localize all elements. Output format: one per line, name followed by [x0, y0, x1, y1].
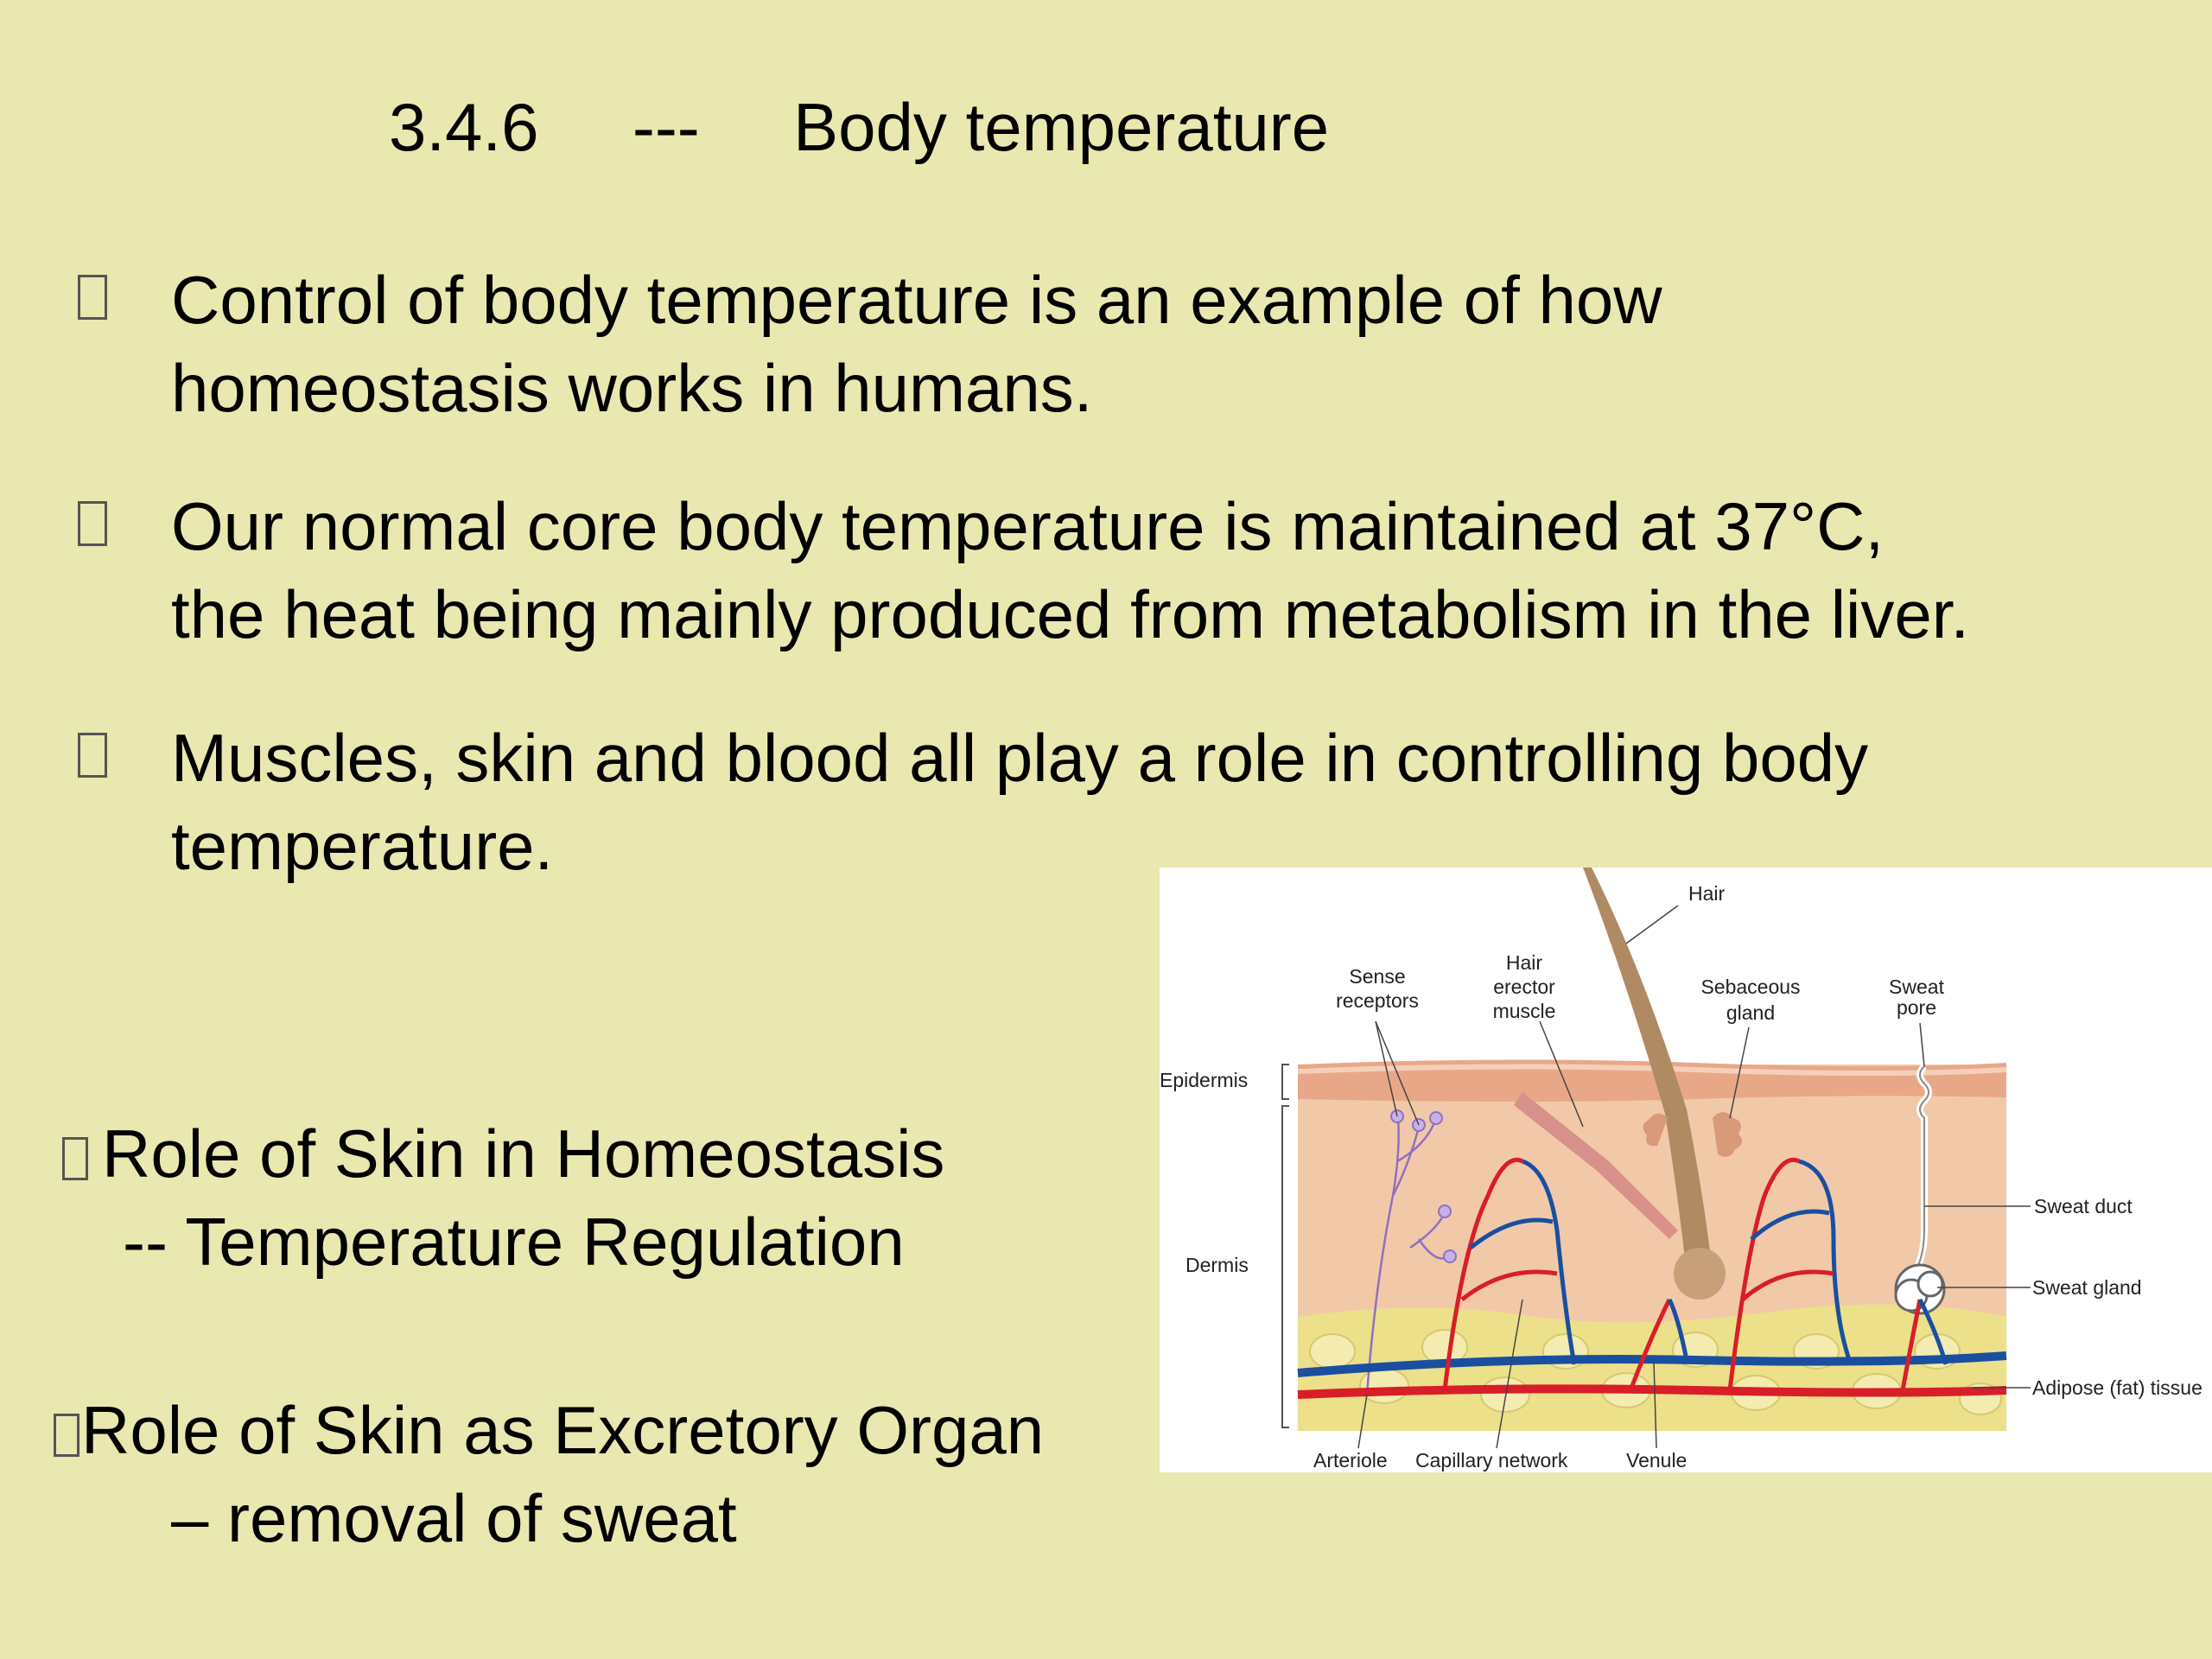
- bullet-box-icon: [78, 275, 107, 320]
- label-arteriole: Arteriole: [1313, 1449, 1388, 1471]
- label-adipose: Adipose (fat) tissue: [2032, 1376, 2202, 1399]
- label-hair-erector-1: Hair: [1505, 951, 1543, 974]
- bullet-3-line1: Muscles, skin and blood all play a role in controlling body: [171, 720, 1869, 796]
- sub-point-temperature: [62, 1109, 944, 1286]
- bullet-box-icon: [78, 733, 107, 778]
- title-text: Body temperature: [793, 89, 1330, 165]
- bullet-1-line1: Control of body temperature is an example of how: [171, 262, 1662, 338]
- title-number: 3.4.6: [389, 89, 539, 165]
- sub-2-line2: – removal of sweat: [171, 1480, 737, 1556]
- bullet-2: [171, 482, 2212, 658]
- bullet-2-line2: the heat being mainly produced from metabolism in the liver.: [171, 576, 1970, 652]
- label-dermis: Dermis: [1185, 1254, 1249, 1276]
- label-sense-receptors-2: receptors: [1336, 989, 1419, 1012]
- hair-follicle: [1674, 1248, 1726, 1300]
- sub-point-excretory: [54, 1386, 1044, 1562]
- title-dash: ---: [632, 89, 700, 165]
- label-sweat-pore-1: Sweat: [1889, 976, 1944, 998]
- bullet-1: [171, 256, 2212, 432]
- sub-2-line1: Role of Skin as Excretory Organ: [81, 1392, 1045, 1468]
- label-hair: Hair: [1688, 882, 1726, 905]
- bullet-box-icon: [78, 501, 107, 546]
- slide-title: [389, 89, 1330, 165]
- label-sweat-pore-2: pore: [1896, 996, 1937, 1019]
- label-capillary-network: Capillary network: [1415, 1449, 1568, 1471]
- label-hair-erector-3: muscle: [1492, 1000, 1556, 1022]
- label-sebaceous-2: gland: [1726, 1001, 1776, 1024]
- bullet-1-line2: homeostasis works in humans.: [171, 350, 1093, 426]
- skin-diagram: [1160, 868, 2212, 1472]
- bullet-3: [171, 714, 2212, 890]
- sub-1-line2: -- Temperature Regulation: [123, 1204, 905, 1280]
- label-sense-receptors-1: Sense: [1349, 965, 1406, 988]
- bullet-box-icon: [54, 1414, 79, 1457]
- label-epidermis: Epidermis: [1160, 1069, 1249, 1091]
- bullet-3-line2: temperature.: [171, 808, 554, 884]
- sub-1-line1: Role of Skin in Homeostasis: [102, 1116, 945, 1192]
- arteriole-vessel: [1298, 1389, 2006, 1395]
- label-venule: Venule: [1626, 1449, 1688, 1471]
- label-sweat-duct: Sweat duct: [2034, 1195, 2133, 1217]
- label-hair-erector-2: erector: [1493, 976, 1555, 998]
- label-sebaceous-1: Sebaceous: [1700, 976, 1801, 998]
- bullet-2-line1: Our normal core body temperature is maintained at 37°C,: [171, 488, 1885, 564]
- skin-cross-section-figure: [1160, 868, 2212, 1472]
- bullet-box-icon: [62, 1137, 88, 1180]
- label-sweat-gland: Sweat gland: [2032, 1276, 2142, 1299]
